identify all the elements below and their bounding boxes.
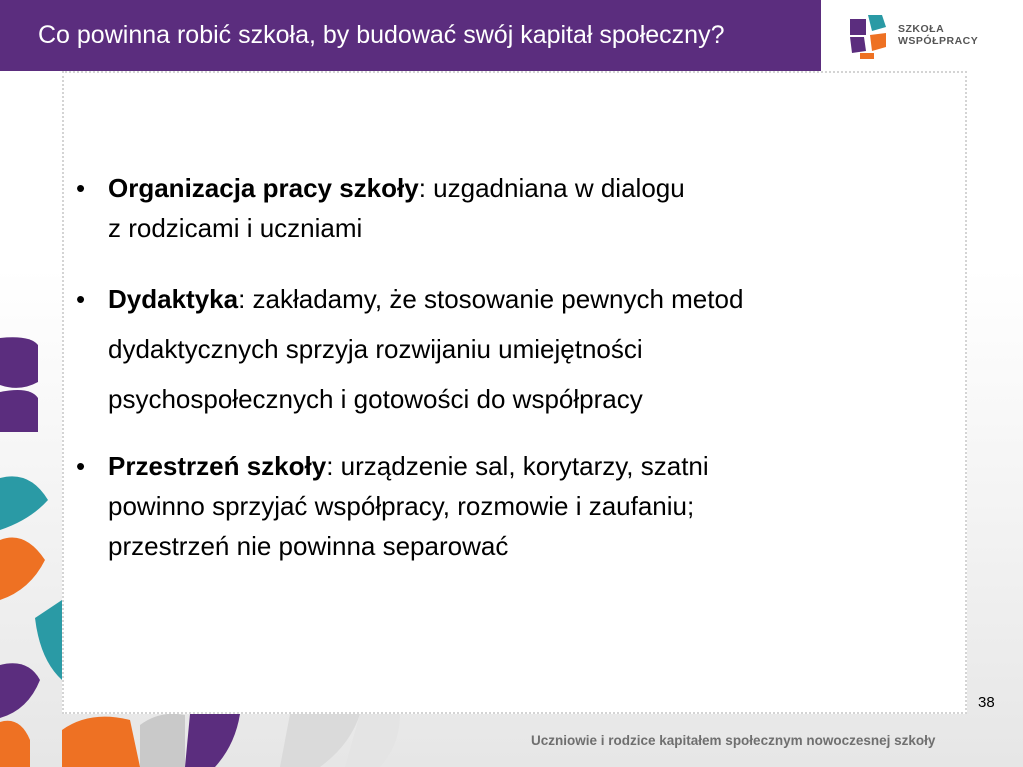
logo-mark-icon bbox=[848, 13, 894, 59]
purple-petal-shape bbox=[0, 390, 38, 432]
logo bbox=[848, 13, 1008, 61]
footer-text: Uczniowie i rodzice kapitałem społecznym nowoczesnej szkoły bbox=[531, 733, 936, 748]
bullet-text: : urządzenie sal, korytarzy, szatni bbox=[326, 451, 709, 481]
logo-text bbox=[898, 23, 978, 47]
bullet-item bbox=[76, 168, 956, 248]
bullet-heading: Organizacja pracy szkoły bbox=[108, 173, 419, 203]
bullet-marker: • bbox=[76, 451, 86, 481]
purple-petal-shape bbox=[0, 337, 38, 388]
title-bar bbox=[0, 0, 821, 71]
gray-petal-shape bbox=[140, 714, 185, 767]
bullet-text: z rodzicami i uczniami bbox=[108, 213, 363, 243]
slide-title: Co powinna robić szkoła, by budować swój kapitał społeczny? bbox=[38, 21, 725, 49]
teal-petal-shape bbox=[0, 476, 48, 530]
page-number: 38 bbox=[978, 694, 995, 711]
bullet-text: : uzgadniana w dialogu bbox=[418, 173, 685, 203]
purple-petal-shape bbox=[185, 714, 240, 767]
bullet-marker: • bbox=[76, 284, 86, 314]
bullet-marker: • bbox=[76, 173, 86, 203]
logo-line1: SZKOŁA bbox=[898, 23, 945, 35]
orange-petal-shape bbox=[62, 717, 140, 767]
orange-petal-shape bbox=[0, 721, 30, 767]
teal-petal-shape bbox=[35, 600, 62, 680]
bullet-item bbox=[76, 446, 956, 566]
bullet-heading: Dydaktyka bbox=[108, 284, 239, 314]
bullet-text: psychospołecznych i gotowości do współpracy bbox=[108, 384, 643, 414]
bullet-text: : zakładamy, że stosowanie pewnych metod bbox=[238, 284, 744, 314]
purple-petal-shape bbox=[0, 663, 40, 718]
orange-petal-shape bbox=[0, 538, 45, 601]
bullet-list bbox=[76, 168, 956, 566]
bullet-item bbox=[76, 274, 956, 424]
bullet-text: dydaktycznych sprzyja rozwijaniu umiejętności bbox=[108, 334, 643, 364]
bullet-text: powinno sprzyjać współpracy, rozmowie i zaufaniu; bbox=[108, 491, 695, 521]
bullet-text: przestrzeń nie powinna separować bbox=[108, 531, 509, 561]
logo-line2: WSPÓŁPRACY bbox=[898, 35, 979, 47]
bullet-heading: Przestrzeń szkoły bbox=[108, 451, 327, 481]
